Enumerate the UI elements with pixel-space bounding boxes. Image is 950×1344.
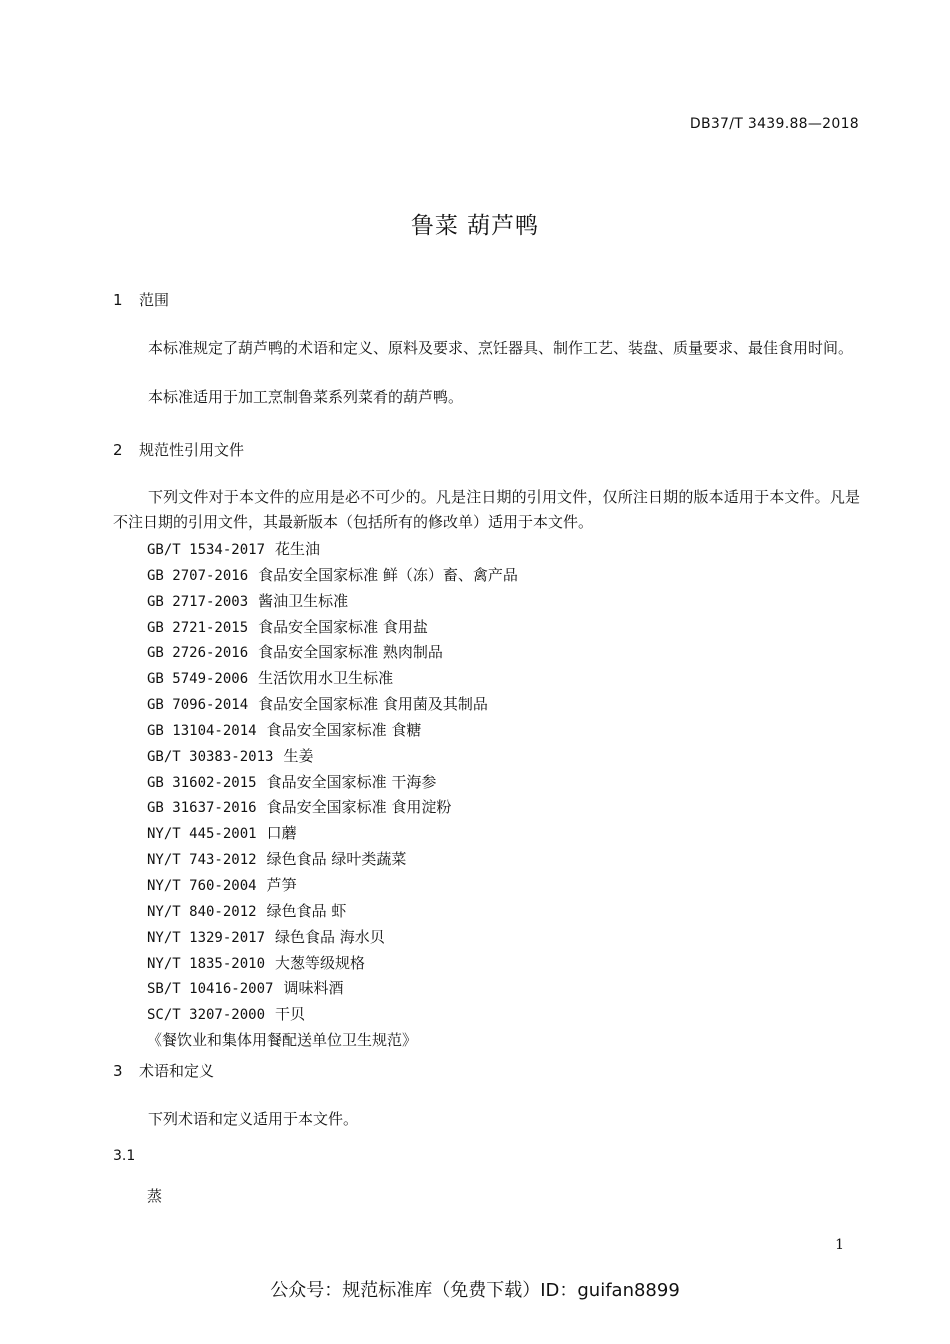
reference-item bbox=[147, 563, 518, 589]
reference-item bbox=[147, 847, 518, 873]
section-number: 1 bbox=[113, 291, 123, 309]
reference-title: 生活饮用水卫生标准 bbox=[258, 669, 394, 688]
reference-title: 口蘑 bbox=[266, 824, 297, 843]
reference-item bbox=[147, 1002, 518, 1028]
references-intro-paragraph: 下列文件对于本文件的应用是必不可少的。凡是注日期的引用文件，仅所注日期的版本适用于本文件。凡是不注日期的引用文件，其最新版本（包括所有的修改单）适用于本文件。 bbox=[113, 488, 860, 531]
reference-title: 调味料酒 bbox=[283, 979, 344, 998]
reference-item bbox=[147, 1028, 518, 1053]
section-title: 术语和定义 bbox=[139, 1062, 215, 1080]
reference-code: NY/T 445-2001 bbox=[147, 826, 257, 843]
reference-title: 芦笋 bbox=[266, 875, 297, 894]
reference-item bbox=[147, 951, 518, 977]
reference-title: 食品安全国家标准 食用盐 bbox=[258, 617, 428, 636]
reference-code: NY/T 1835-2010 bbox=[147, 955, 266, 972]
reference-item bbox=[147, 744, 518, 770]
reference-code: SB/T 10416-2007 bbox=[147, 981, 274, 998]
reference-item bbox=[147, 795, 518, 821]
reference-code: GB 2717-2003 bbox=[147, 593, 249, 610]
reference-title: 绿色食品 虾 bbox=[266, 901, 347, 920]
reference-code: GB 31637-2016 bbox=[147, 800, 257, 817]
section-2-heading bbox=[113, 439, 244, 460]
reference-title: 食品安全国家标准 食糖 bbox=[266, 720, 422, 739]
page-number: 1 bbox=[835, 1237, 844, 1253]
reference-item bbox=[147, 718, 518, 744]
reference-title: 干贝 bbox=[275, 1005, 306, 1024]
reference-code: GB 2721-2015 bbox=[147, 619, 249, 636]
reference-title: 绿色食品 绿叶类蔬菜 bbox=[266, 850, 407, 869]
reference-code: GB 7096-2014 bbox=[147, 697, 249, 714]
page-title: 鲁菜 葫芦鸭 bbox=[410, 213, 540, 239]
reference-item bbox=[147, 666, 518, 692]
reference-item bbox=[147, 640, 518, 666]
reference-item bbox=[147, 925, 518, 951]
reference-title: 绿色食品 海水贝 bbox=[275, 927, 385, 946]
reference-code: NY/T 1329-2017 bbox=[147, 929, 266, 946]
reference-code: NY/T 840-2012 bbox=[147, 903, 257, 920]
reference-code: GB/T 30383-2013 bbox=[147, 748, 274, 765]
reference-title: 生姜 bbox=[283, 746, 314, 765]
reference-item bbox=[147, 899, 518, 925]
terms-intro-paragraph: 下列术语和定义适用于本文件。 bbox=[148, 1110, 359, 1128]
section-number: 3 bbox=[113, 1062, 123, 1080]
term-name: 蒸 bbox=[147, 1187, 163, 1205]
reference-title: 食品安全国家标准 干海参 bbox=[266, 772, 437, 791]
reference-item bbox=[147, 821, 518, 847]
reference-code: GB/T 1534-2017 bbox=[147, 542, 266, 558]
references-list bbox=[147, 537, 518, 1053]
section-title: 范围 bbox=[139, 291, 170, 309]
reference-item bbox=[147, 589, 518, 615]
reference-item bbox=[147, 615, 518, 641]
reference-code: GB 13104-2014 bbox=[147, 722, 257, 739]
footer-watermark-text: 公众号：规范标准库（免费下载）ID：guifan8899 bbox=[270, 1280, 680, 1301]
section-3-heading bbox=[113, 1060, 214, 1081]
section-number: 2 bbox=[113, 441, 123, 459]
reference-item bbox=[147, 976, 518, 1002]
reference-code: NY/T 743-2012 bbox=[147, 852, 257, 869]
reference-title: 食品安全国家标准 食用菌及其制品 bbox=[258, 695, 488, 714]
reference-title: 花生油 bbox=[275, 540, 321, 558]
reference-code: GB 2707-2016 bbox=[147, 567, 249, 584]
reference-item bbox=[147, 873, 518, 899]
reference-code: SC/T 3207-2000 bbox=[147, 1007, 266, 1024]
reference-title: 《餐饮业和集体用餐配送单位卫生规范》 bbox=[147, 1031, 418, 1050]
reference-item bbox=[147, 537, 518, 563]
reference-title: 食品安全国家标准 鲜（冻）畜、禽产品 bbox=[258, 565, 518, 584]
reference-title: 酱油卫生标准 bbox=[258, 591, 349, 610]
scope-paragraph-1: 本标准规定了葫芦鸭的术语和定义、原料及要求、烹饪器具、制作工艺、装盘、质量要求、最佳食用时间。 bbox=[148, 339, 854, 357]
reference-code: GB 5749-2006 bbox=[147, 671, 249, 688]
document-code: DB37/T 3439.88—2018 bbox=[689, 116, 859, 132]
section-1-heading bbox=[113, 289, 169, 310]
reference-code: GB 31602-2015 bbox=[147, 774, 257, 791]
term-number: 3.1 bbox=[113, 1148, 136, 1164]
reference-title: 食品安全国家标准 熟肉制品 bbox=[258, 643, 443, 662]
reference-item bbox=[147, 692, 518, 718]
reference-title: 食品安全国家标准 食用淀粉 bbox=[266, 798, 452, 817]
reference-code: GB 2726-2016 bbox=[147, 645, 249, 662]
scope-paragraph-2: 本标准适用于加工烹制鲁菜系列菜肴的葫芦鸭。 bbox=[148, 388, 464, 406]
reference-title: 大葱等级规格 bbox=[275, 953, 366, 972]
section-title: 规范性引用文件 bbox=[139, 441, 245, 459]
reference-code: NY/T 760-2004 bbox=[147, 877, 257, 894]
reference-item bbox=[147, 770, 518, 796]
